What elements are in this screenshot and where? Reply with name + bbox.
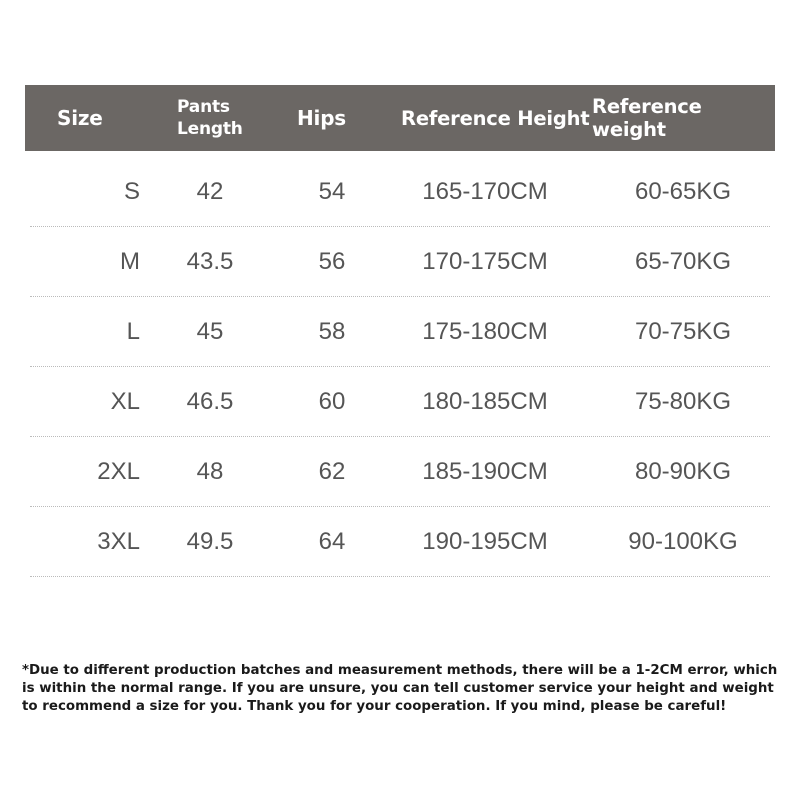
- cell-size: 2XL: [97, 458, 140, 485]
- cell-pants-length: 42: [196, 178, 224, 205]
- cell-pants-length: 48: [196, 458, 224, 485]
- header-size: Size: [57, 106, 103, 130]
- cell-reference-height: 190-195CM: [422, 528, 548, 555]
- size-table-body: [0, 157, 800, 577]
- table-row: [0, 367, 800, 437]
- header-hips: Hips: [297, 106, 347, 130]
- cell-size: XL: [110, 388, 140, 415]
- cell-pants-length: 43.5: [186, 248, 234, 275]
- table-row: [0, 227, 800, 297]
- cell-hips: 56: [318, 248, 346, 275]
- cell-reference-height: 170-175CM: [422, 248, 548, 275]
- cell-reference-weight: 80-90KG: [634, 458, 732, 485]
- cell-size: S: [123, 178, 140, 205]
- cell-hips: 58: [318, 318, 346, 345]
- header-pants-length: [177, 85, 267, 151]
- cell-hips: 54: [318, 178, 346, 205]
- table-row: [0, 157, 800, 227]
- cell-hips: 62: [318, 458, 346, 485]
- cell-hips: 64: [318, 528, 346, 555]
- cell-reference-weight: 65-70KG: [634, 248, 732, 275]
- cell-reference-height: 165-170CM: [422, 178, 548, 205]
- cell-reference-weight: 75-80KG: [634, 388, 732, 415]
- cell-hips: 60: [318, 388, 346, 415]
- disclaimer-note: *Due to different production batches and measurement methods, there will be a 1-2CM error, which is within the normal range. If you are unsure, you can tell customer service your height and weight to recommend a size for you. Thank you for your cooperation. If you mind, please be careful!: [22, 663, 778, 714]
- cell-reference-height: 180-185CM: [422, 388, 548, 415]
- cell-reference-height: 175-180CM: [422, 318, 548, 345]
- cell-size: L: [126, 318, 140, 345]
- cell-reference-weight: 90-100KG: [628, 528, 738, 555]
- cell-size: 3XL: [97, 528, 140, 555]
- table-row: [0, 507, 800, 577]
- row-divider: [30, 576, 770, 577]
- cell-reference-weight: 60-65KG: [634, 178, 732, 205]
- cell-size: M: [120, 248, 140, 275]
- table-row: [0, 297, 800, 367]
- table-row: [0, 437, 800, 507]
- cell-pants-length: 45: [196, 318, 224, 345]
- cell-pants-length: 46.5: [186, 388, 234, 415]
- header-reference-weight: Reference weight: [592, 95, 702, 141]
- header-pants-length-text: Pants Length: [177, 97, 243, 139]
- size-table-header: [25, 85, 775, 151]
- header-reference-height: Reference Height: [401, 106, 590, 130]
- cell-pants-length: 49.5: [186, 528, 234, 555]
- cell-reference-weight: 70-75KG: [634, 318, 732, 345]
- cell-reference-height: 185-190CM: [422, 458, 548, 485]
